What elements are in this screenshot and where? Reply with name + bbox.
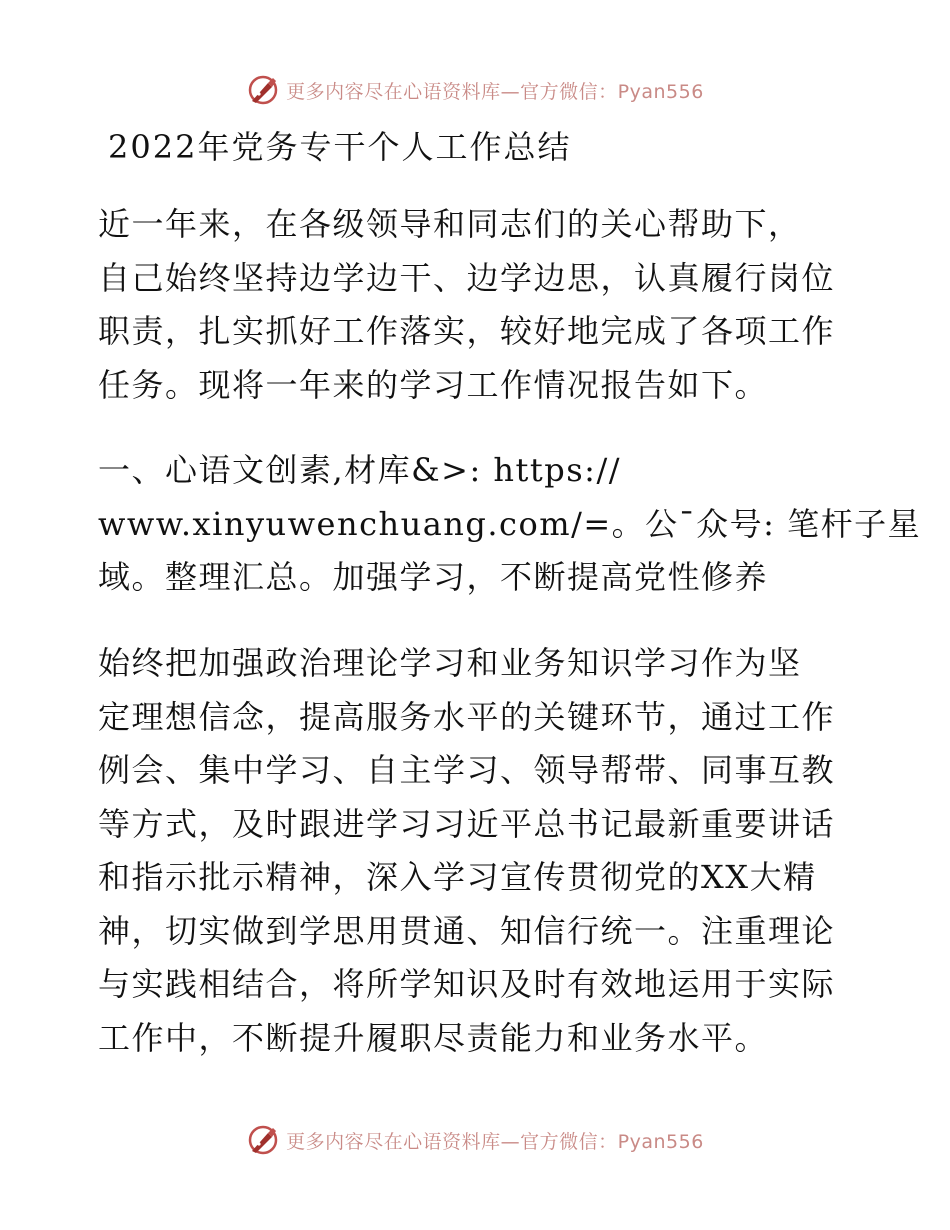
text-line: 和指示批示精神，深入学习宣传贯彻党的XX大精	[98, 858, 817, 896]
watermark-text: 更多内容尽在心语资料库—官方微信：Pyan556	[286, 80, 704, 103]
text-line: 例会、集中学习、自主学习、领导帮带、同事互教	[98, 751, 836, 789]
text-line: 自己始终坚持边学边干、边学边思，认真履行岗位	[98, 258, 836, 297]
paragraph-intro	[98, 198, 858, 412]
text-line: 定理想信念，提高服务水平的关键环节，通过工作	[98, 697, 836, 736]
footer-watermark	[0, 1120, 950, 1160]
paragraph-body	[98, 637, 858, 1065]
text-line: 近一年来，在各级领导和同志们的关心帮助下，	[98, 205, 802, 243]
text-line: 始终把加强政治理论学习和业务知识学习作为坚	[98, 644, 802, 682]
text-line: 与实践相结合，将所学知识及时有效地运用于实际	[98, 965, 836, 1003]
text-line: 域。整理汇总。加强学习，不断提高党性修养	[98, 558, 769, 596]
text-line: 神，切实做到学思用贯通、知信行统一。注重理论	[98, 911, 836, 950]
text-line: www.xinyuwenchuang.com/=。公¯众号: 笔杆子星	[98, 504, 922, 543]
section-heading	[98, 444, 922, 605]
document-title: 2022年党务专干个人工作总结	[108, 128, 572, 166]
header-watermark	[0, 70, 950, 110]
text-line: 职责，扎实抓好工作落实，较好地完成了各项工作	[98, 312, 836, 350]
text-line: 工作中，不断提升履职尽责能力和业务水平。	[98, 1018, 769, 1057]
pen-nib-logo-icon	[246, 73, 280, 107]
text-line: 一、心语文创素,材库&>: https://	[98, 451, 622, 489]
watermark-text: 更多内容尽在心语资料库—官方微信：Pyan556	[286, 1130, 704, 1153]
text-line: 等方式，及时跟进学习习近平总书记最新重要讲话	[98, 804, 836, 843]
pen-nib-logo-icon	[246, 1123, 280, 1157]
text-line: 任务。现将一年来的学习工作情况报告如下。	[98, 365, 769, 404]
